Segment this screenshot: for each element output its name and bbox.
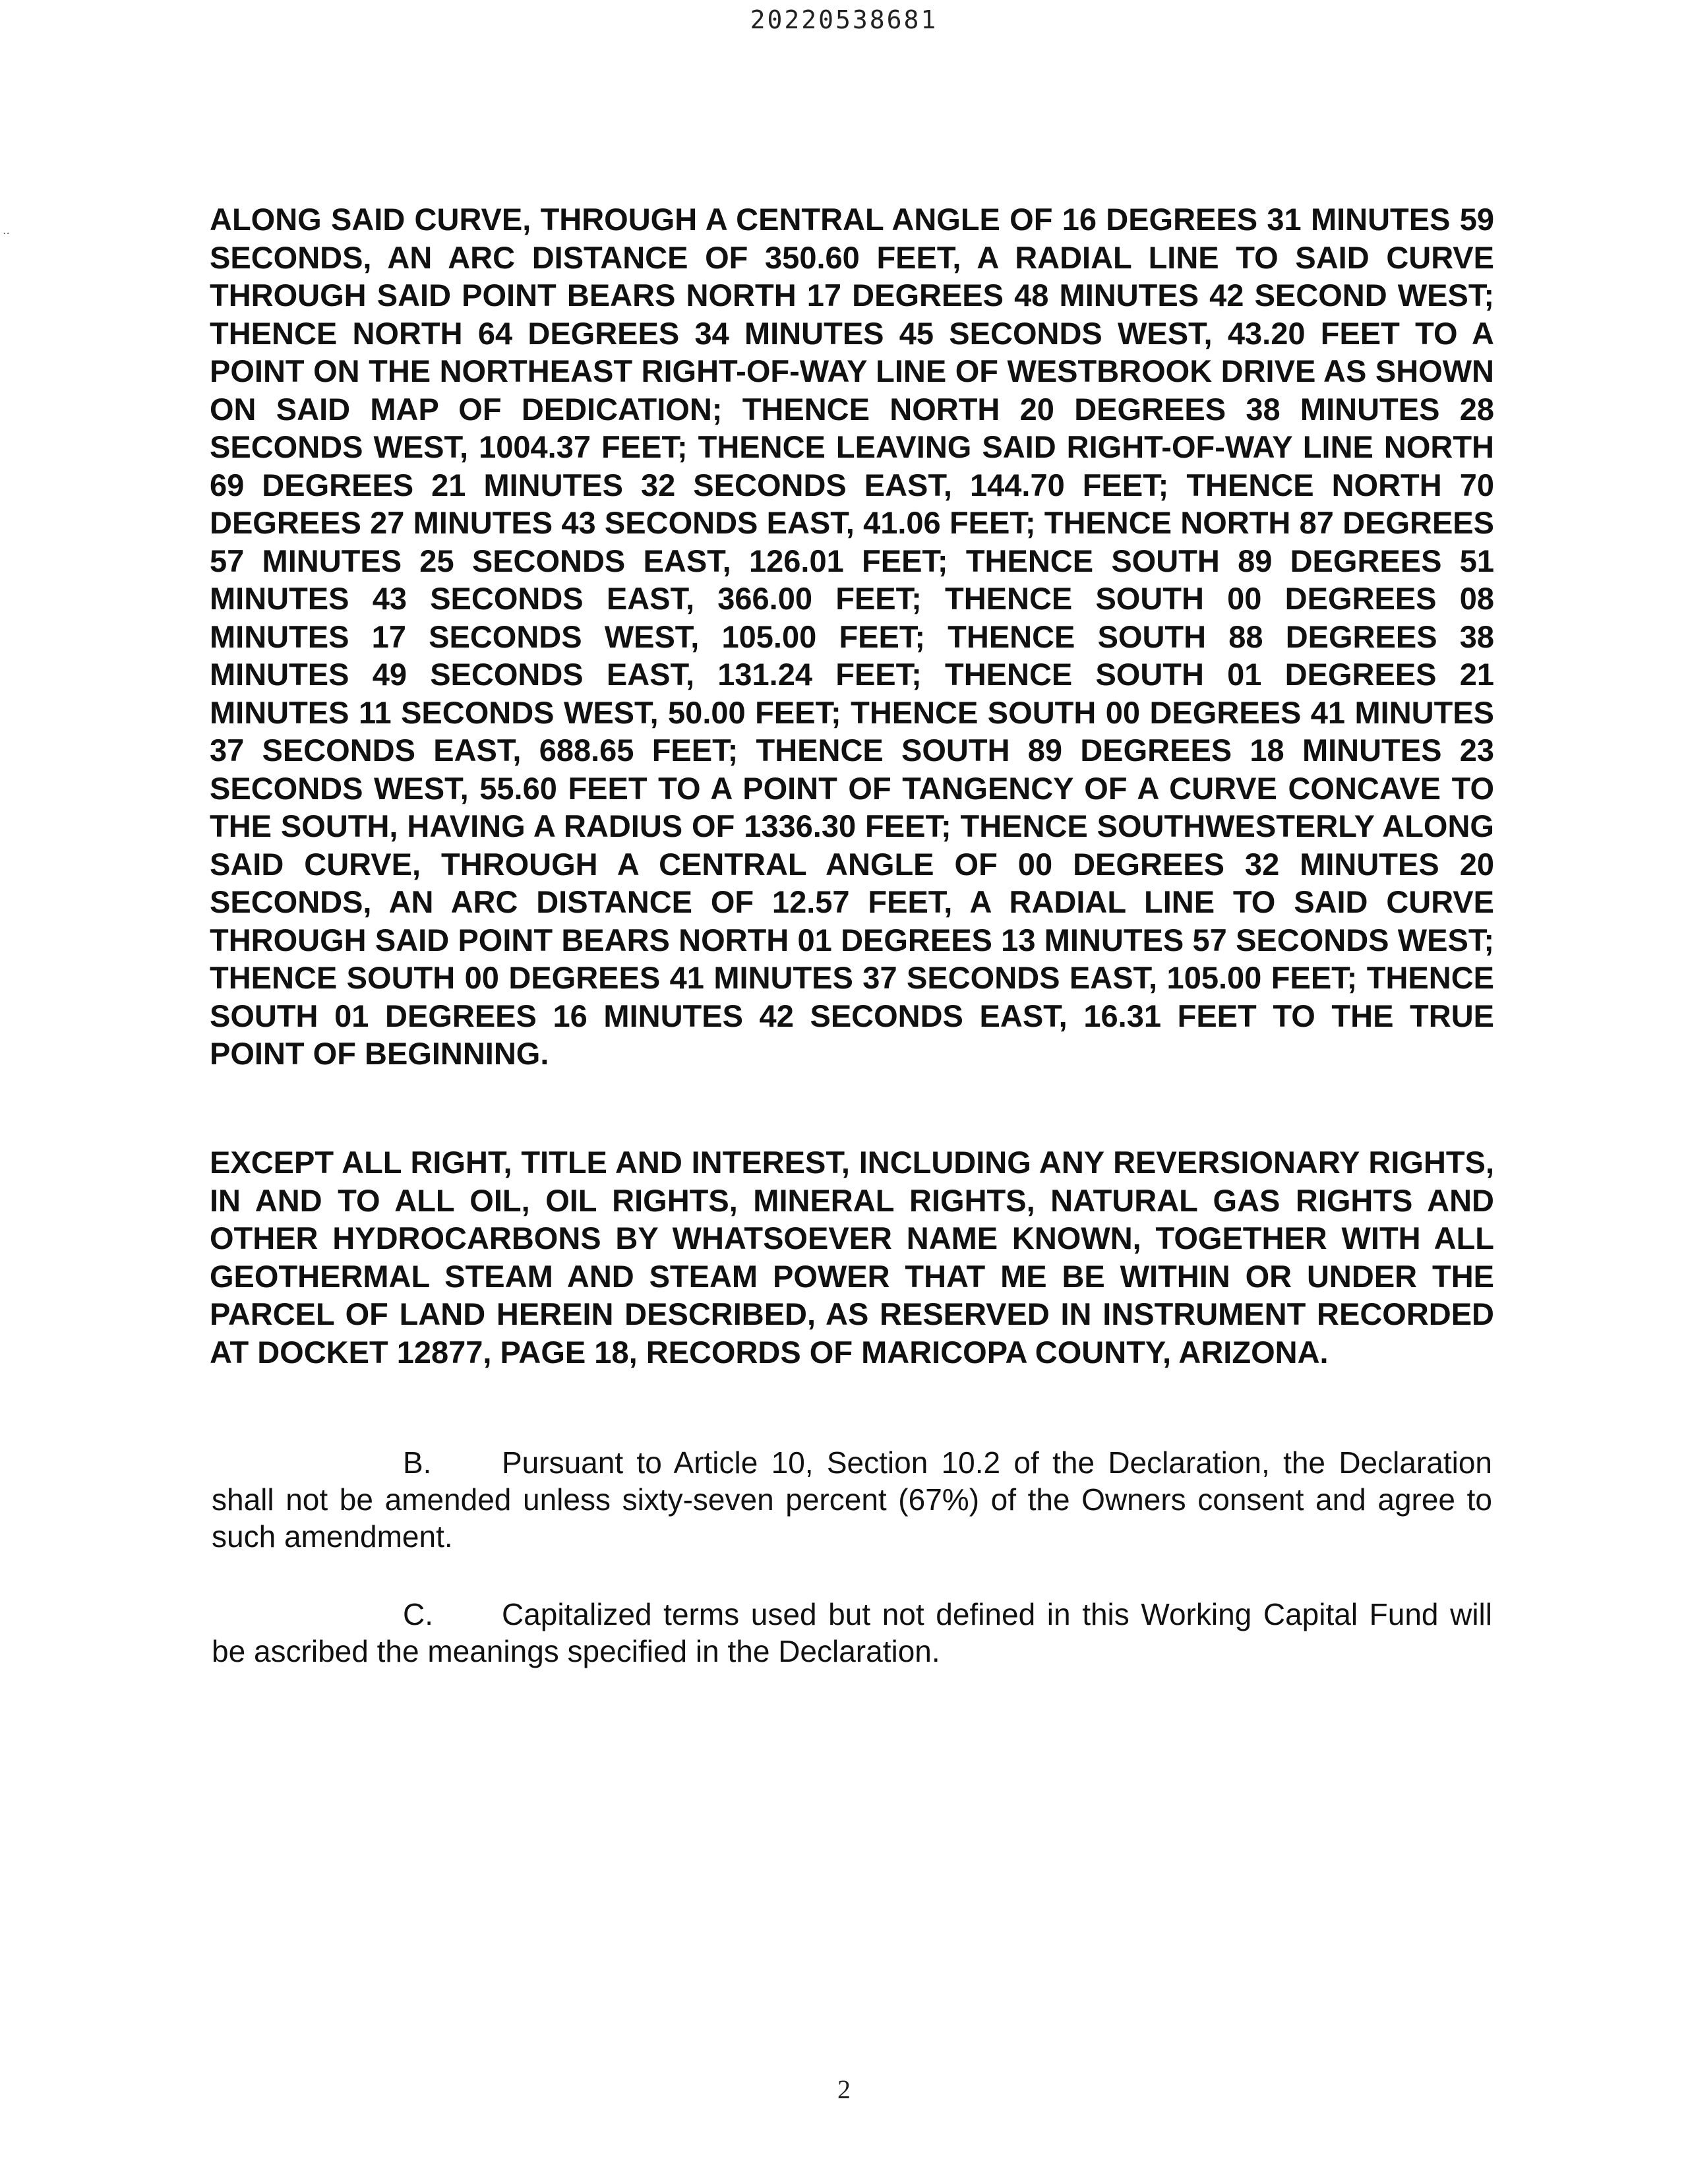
paragraph-text: Capitalized terms used but not defined in this Working Capital Fund will be ascribed the meanings specified in the Declaration. bbox=[212, 1597, 1492, 1668]
recording-number: 20220538681 bbox=[750, 5, 938, 34]
mineral-rights-exception-paragraph: EXCEPT ALL RIGHT, TITLE AND INTEREST, INCLUDING ANY REVERSIONARY RIGHTS, IN AND TO ALL OIL, OIL RIGHTS, MINERAL RIGHTS, NATURAL GAS RIGHTS AND OTHER HYDROCARBONS BY WHATSOEVER NAME KNOWN, TOGETHER WITH ALL GEOTHERMAL STEAM AND STEAM POWER THAT ME BE WITHIN OR UNDER THE PARCEL OF LAND HEREIN DESCRIBED, AS RESERVED IN INSTRUMENT RECORDED AT DOCKET 12877, PAGE 18, RECORDS OF MARICOPA COUNTY, ARIZONA. bbox=[210, 1145, 1494, 1370]
paragraph-letter: C. bbox=[403, 1597, 433, 1631]
page-number: 2 bbox=[837, 2075, 851, 2104]
paragraph-c bbox=[212, 1596, 1492, 1670]
legal-description-paragraph: ALONG SAID CURVE, THROUGH A CENTRAL ANGLE OF 16 DEGREES 31 MINUTES 59 SECONDS, AN ARC DISTANCE OF 350.60 FEET, A RADIAL LINE TO SAID CURVE THROUGH SAID POINT BEARS NORTH 17 DEGREES 48 MINUTES 42 SECOND WEST; THENCE NORTH 64 DEGREES 34 MINUTES 45 SECONDS WEST, 43.20 FEET TO A POINT ON THE NORTHEAST RIGHT-OF-WAY LINE OF WESTBROOK DRIVE AS SHOWN ON SAID MAP OF DEDICATION; THENCE NORTH 20 DEGREES 38 MINUTES 28 SECONDS WEST, 1004.37 FEET; THENCE LEAVING SAID RIGHT-OF-WAY LINE NORTH 69 DEGREES 21 MINUTES 32 SECONDS EAST, 144.70 FEET; THENCE NORTH 70 DEGREES 27 MINUTES 43 SECONDS EAST, 41.06 FEET; THENCE NORTH 87 DEGREES 57 MINUTES 25 SECONDS EAST, 126.01 FEET; THENCE SOUTH 89 DEGREES 51 MINUTES 43 SECONDS EAST, 366.00 FEET; THENCE SOUTH 00 DEGREES 08 MINUTES 17 SECONDS WEST, 105.00 FEET; THENCE SOUTH 88 DEGREES 38 MINUTES 49 SECONDS EAST, 131.24 FEET; THENCE SOUTH 01 DEGREES 21 MINUTES 11 SECONDS WEST, 50.00 FEET; THENCE SOUTH 00 DEGREES 41 MINUTES 37 SECONDS EAST, 688.65 FEET; THENCE SOUTH 89 DEGREES 18 MINUTES 23 SECONDS WEST, 55.60 FEET TO A POINT OF TANGENCY OF A CURVE CONCAVE TO THE SOUTH, HAVING A RADIUS OF 1336.30 FEET; THENCE SOUTHWESTERLY ALONG SAID CURVE, THROUGH A CENTRAL ANGLE OF 00 DEGREES 32 MINUTES 20 SECONDS, AN ARC DISTANCE OF 12.57 FEET, A RADIAL LINE TO SAID CURVE THROUGH SAID POINT BEARS NORTH 01 DEGREES 13 MINUTES 57 SECONDS WEST; THENCE SOUTH 00 DEGREES 41 MINUTES 37 SECONDS EAST, 105.00 FEET; THENCE SOUTH 01 DEGREES 16 MINUTES 42 SECONDS EAST, 16.31 FEET TO THE TRUE POINT OF BEGINNING. bbox=[210, 202, 1494, 1071]
margin-mark: .. bbox=[3, 223, 11, 237]
paragraph-letter: B. bbox=[403, 1445, 432, 1480]
paragraph-b bbox=[212, 1444, 1492, 1555]
paragraph-text: Pursuant to Article 10, Section 10.2 of the Declaration, the Declaration shall not be amended unless sixty-seven percent (67%) of the Owners consent and agree to such amendment. bbox=[212, 1445, 1492, 1554]
